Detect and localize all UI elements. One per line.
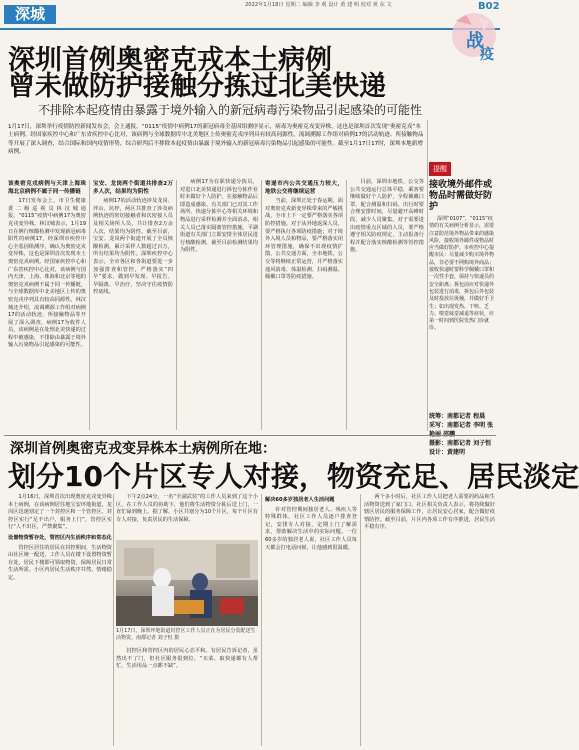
story2-column-e	[364, 494, 495, 746]
body-text: 针对管控期间独居老人、残疾人等特殊群体，社区工作人员逐户排查登记，安排专人对接，定期上门了解需求，帮助解决生活中的实际问题。一位60多岁的独居老人说，社区工作人员每天都会打电话问候，让他感到很温暖。	[265, 506, 357, 551]
page-number: B02	[478, 1, 500, 12]
story1-column-1	[8, 179, 86, 431]
column-rule	[261, 180, 262, 430]
subheadline: 不排除本起疫情由暴露于境外输入的新冠病毒污染物品引起感染的可能性	[38, 103, 423, 117]
body-text: 1月16日，深圳首次出现奥密克戎变异株本土病例，在该病例居住地宝安坪地街道，龙岗区迅速划定了一个封控区和一个管控区。封控区实行“足不出户，服务上门”，管控区实行“人不出区，严禁聚集”。	[8, 494, 112, 531]
story2-kicker: 深圳首例奥密克戎变异株本土病例所在地：	[10, 441, 276, 457]
column-heading: 设置物资暂存处，管控区内生活秩序和常态化	[8, 534, 112, 541]
main-headline-1: 深圳首例奥密克戎本土病例	[8, 45, 332, 76]
sidebar-rule	[427, 120, 428, 431]
body-text: 封控区和管控区内的居民心态平和。有居民告诉记者，虽然出不了门，但社区服务很到位，“买菜、取快递都有人帮忙，生活用品一点都不缺”。	[116, 648, 258, 670]
reminder-sidebar	[429, 156, 495, 333]
body-text: 当前，深圳正处于春运期，面对奥密克戎新变异株带来的严峻挑战，全市上下一定要严格落实各项防控措施。对于从外地返深人员，要严格执行各项防疫措施；对于境外入境人员和物品，要严格落实闭环管理措施，确保不出现疫情扩散。公共交通方面，全市地铁、公交等将继续正常运营，并严格落实通风消毒、体温检测、扫码测温、佩戴口罩等防疫措施。	[265, 198, 343, 281]
column-heading: 该奥密克戎病例与天津上海珠海北京病例不属于同一传播链	[8, 181, 86, 195]
column-heading: 解决60多岁独居老人生活问题	[265, 497, 335, 503]
issue-line: 2022年1月18日 星期二 编辑 李 观 设计 黄 建 明 校对 黄 东 文	[245, 2, 392, 8]
column-heading: 宝安、龙岗两个街道共排查2万多人次，结果均为阴性	[93, 181, 173, 195]
column-rule	[360, 494, 361, 746]
column-rule	[346, 180, 347, 430]
section-separator	[4, 435, 496, 436]
body-text: 17日发布会上，市卫生健康委二级巡视员林汉城通报，“0115”疫情中病例17为奥密克戎变异株。林汉城表示，1月19日在例行核酸检测中发现新冠病毒阳性的病例17，经深圳市疾控中心全基因组测序，确认为奥密克戎变异株，这也是深圳首次发现本土奥密克戎病例。经国家疾控中心和广东省疾控中心比对，该病例与国内天津、上海、珠海和北京等地的奥密克戎病例不属于同一传播链，与全球数据库中北美地区上传的奥密克戎序列具有较高同源性。林汉城还介绍，流调溯源工作组对病例17的活动轨迹、所接触物品等开展了深入调查，病例17为收件人员，该病例是在处理北美快递的过程中被感染，不排除由暴露于境外输入污染物品引起感染的可能性。	[8, 198, 86, 349]
lead-paragraph: 1月17日，深圳举行疫情防控新闻发布会，会上通报，“0115”疫情中病例17的新冠病毒全基因组测序显示，病毒为奥密克戎变异株，这也是深圳首次发现“奥密克戎”本土病例。经国家疾控中心和广东省疾控中心比对，该病例与全球数据库中北美地区上传奥密克戎序列具有较高同源性。流调溯源工作组对病例17的活动轨迹、所接触物品等开展了深入调查，结合国际和国内疫情形势，综合研判后不排除本起疫情由暴露于境外输入的新冠病毒污染物品引起感染的可能性。截至1月17日17时，深圳本地新增病例。	[8, 124, 424, 156]
column-rule	[113, 494, 114, 746]
story1-column-5	[350, 179, 424, 431]
story2-column-b-top	[116, 494, 258, 538]
body-text: 病例17为在职快递分拣员，对进口北美快递进行拆包分拣作业时未做好个人防护，在接触物品后即造成感染。有关部门已对其工作场所、快递分拣中心等相关环境和物品进行采样检测并全面消杀，相关人员已落实隔离管控措施。平湖街道有关部门立即安排全体居民进行核酸检测，截至目前检测结果均为阴性。	[180, 179, 258, 254]
photo-caption: 1月17日，深圳坪地街道封控区工作人员正在为居民分装配送生活物资。南都记者 刘子恒 摄	[116, 628, 256, 641]
column-rule	[261, 494, 262, 746]
story2-headline: 划分10个片区专人对接，物资充足、居民淡定	[8, 460, 579, 493]
story1-column-3	[180, 179, 258, 431]
sidebar-body: 深圳“0107”、“0115”疫情的有关病例分析显示，需要注意防范境外物品带来的感染风险，接收境外邮件或物品时应当做好防护。市疾控中心提醒市民：尽量减少购买境外物品，非必要不网购境外商品；接收快递时要科学佩戴口罩和一次性手套，保持与快递员的安全距离；拆包前应对快递外包装进行消毒，拆包后外包装及时投放垃圾桶，并做好手卫生；如出现发热、干咳、乏力、嗅觉味觉减退等症状，应第一时间到医院发热门诊就诊。	[429, 216, 495, 332]
svg-text:疫: 疫	[480, 47, 494, 63]
svg-text:战: 战	[466, 31, 484, 52]
section-tag: 深城	[4, 5, 56, 24]
story2-column-d	[265, 494, 357, 746]
story1-column-4	[265, 179, 343, 431]
body-text: 管控区居住的居民在封控期间，生活物资由社区统一配送，工作人员在楼下设置物资暂存处，居民下楼即可领取物资，保障居民日常生活所需。小区内居民生活秩序井然，情绪稳定。	[8, 544, 112, 581]
news-photo	[116, 540, 258, 626]
body-text: 两个多小时后，社区工作人员把老人需要的药品和生活物资送到了家门口。社区相关负责人表示，将持续做好辖区居民的服务保障工作，让居民安心居家，配合做好疫情防控。截至目前，片区内各项工作有序推进，居民生活平稳有序。	[364, 494, 495, 531]
body-text: 下午2点24分，一名“全副武装”的工作人员来到了这个小区，在工作人员的协助下，他们将生活物资分拣后送上门，一直忙碌到晚上。据了解，小区共划分为10个片区，每个片区有专人对接，负责居民的生活保障。	[116, 494, 258, 523]
sidebar-title: 接收境外邮件或物品时需做好防护	[429, 180, 493, 212]
story2-column-a	[8, 494, 112, 746]
column-heading: 寄递市内公共交通压力较大，地铁公交将继续运营	[265, 181, 343, 195]
column-rule	[89, 180, 90, 430]
body-text: 目前，深圳市地铁、公交等公共交通运行总体平稳，乘客要继续做好个人防护，全程佩戴口罩，配合测温和扫码。出行时要合理安排时间，尽量避开高峰时段，减少人员聚集。对于需要进出疫情重点区域的人员，要严格遵守相关防疫规定，主动报备行程并配合落实核酸检测等管控措施。	[350, 179, 424, 254]
story2-column-b-bottom	[116, 648, 258, 746]
column-rule	[176, 180, 177, 430]
sidebar-tag: 提醒	[429, 162, 451, 176]
story1-column-2	[93, 179, 173, 431]
body-text: 病例17的活动轨迹涉及龙岗、坪山、坑梓，两区共排查了涉及病例轨迹的密切接触者和次密接人员及相关场所人员，共计排查2万余人次，结果均为阴性。截至目前，宝安、龙岗两个街道开展了全员核酸检测，累计采样人数超过百万，所有结果均为阴性。深圳疾控中心表示，全市各区和各街道要进一步加强排查和管控，严格落实“四早”要求，做到早发现、早报告、早隔离、早治疗，坚决守住疫情防控底线。	[93, 198, 173, 296]
deco-logo-icon	[408, 9, 498, 71]
main-headline-2: 曾未做防护接触分拣过北美快递	[8, 71, 386, 102]
credits: 统筹：南都记者 程晨 采写：南都记者 李明 张 摄影：南都记者 刘子恒 设计：黄建明	[429, 413, 494, 456]
